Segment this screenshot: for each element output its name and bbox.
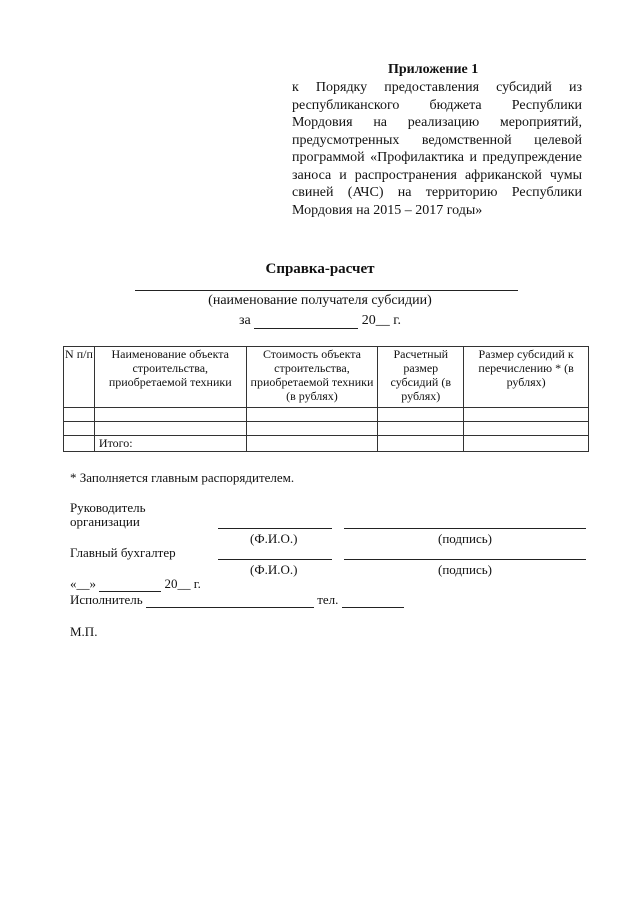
recipient-caption: (наименование получателя субсидии) xyxy=(208,293,432,308)
total-label: Итого: xyxy=(94,436,246,452)
date-quote-open: « xyxy=(70,576,77,591)
period-suffix: г. xyxy=(393,313,401,328)
head-label-line1: Руководитель xyxy=(70,500,146,515)
date-quote-close: » xyxy=(89,576,96,591)
footnote: * Заполняется главным распорядителем. xyxy=(70,470,295,485)
executor-row xyxy=(70,592,404,608)
document-title: Справка-расчет xyxy=(265,261,375,277)
accountant-fio-line xyxy=(218,559,332,560)
header-subsidy-transfer: Размер субсидий к перечислению * (в рублях) xyxy=(464,347,589,408)
phone-label: тел. xyxy=(317,592,339,607)
calculation-table xyxy=(63,346,589,452)
head-label-line2: организации xyxy=(70,514,140,529)
accountant-signature-caption: (подпись) xyxy=(438,562,492,577)
period-year: 20__ xyxy=(361,313,390,328)
accountant-fio-caption: (Ф.И.О.) xyxy=(250,562,298,577)
executor-label: Исполнитель xyxy=(70,592,143,607)
header-estimated-subsidy: Расчетный размер субсидий (в рублях) xyxy=(378,347,464,408)
table-total-row xyxy=(64,436,589,452)
period-blank xyxy=(254,328,358,329)
period-row xyxy=(0,313,640,329)
head-fio-caption: (Ф.И.О.) xyxy=(250,531,298,546)
appendix-title: Приложение 1 xyxy=(388,62,479,77)
header-object-cost: Стоимость объекта строительства, приобретаемой техники (в рублях) xyxy=(246,347,378,408)
executor-blank xyxy=(146,607,314,608)
table-header-row xyxy=(64,347,589,408)
stamp-place: М.П. xyxy=(70,624,98,639)
table-row xyxy=(64,408,589,422)
date-suffix: г. xyxy=(193,576,201,591)
header-object-name: Наименование объекта строительства, приобретаемой техники xyxy=(94,347,246,408)
phone-blank xyxy=(342,607,404,608)
date-row xyxy=(70,576,201,592)
accountant-label: Главный бухгалтер xyxy=(70,545,176,560)
head-signature-caption: (подпись) xyxy=(438,531,492,546)
head-signature-line xyxy=(344,528,586,529)
period-prefix: за xyxy=(239,313,251,328)
table-row xyxy=(64,422,589,436)
accountant-signature-line xyxy=(344,559,586,560)
header-number: N п/п xyxy=(64,347,95,408)
head-fio-line xyxy=(218,528,332,529)
date-year: 20__ xyxy=(164,576,191,591)
recipient-name-line xyxy=(135,290,518,291)
date-day: __ xyxy=(76,576,90,591)
appendix-description: к Порядку предоставления субсидий из республиканского бюджета Республики Мордовия на реализацию мероприятий, предусмотренных ведомственной целевой программой «Профилактика и предупреждение заноса и распространения африканской чумы свиней (АЧС) на территорию Республики Мордовия на 2015 – 2017 годы» xyxy=(292,80,582,218)
